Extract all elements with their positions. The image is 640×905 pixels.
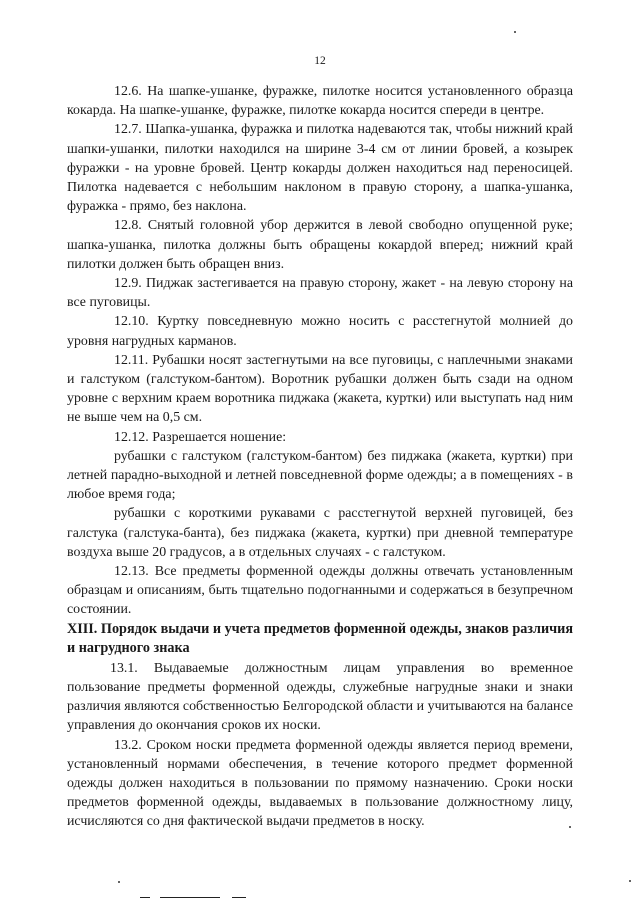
- paragraph-12-11: 12.11. Рубашки носят застегнутыми на все пуговицы, с наплечными знаками и галстуком (галстуком-бантом). Воротник рубашки должен быть сзади на одном уровне с верхним краем воротника пиджака (жакета, куртки) или выступать над ним не выше чем на 0,5 см.: [67, 352, 573, 426]
- paragraph-13-1: 13.1. Выдаваемые должностным лицам управления во временное пользование предметы форменной одежды, служебные нагрудные знаки и знаки различия являются собственностью Белгородской области и учитываются на балансе управления до окончания сроков их носки.: [67, 660, 573, 734]
- paragraph-12-12-item-1: рубашки с галстуком (галстуком-бантом) без пиджака (жакета, куртки) при летней парадно-выходной и летней повседневной форме одежды; а в помещениях - в любое время года;: [67, 448, 573, 503]
- paragraph-12-12-item-2: рубашки с короткими рукавами с расстегнутой верхней пуговицей, без галстука (галстука-банта), без пиджака (жакета, куртки) при дневной температуре воздуха выше 20 градусов, а в отдельных случаях - с галстуком.: [67, 506, 573, 560]
- scan-dot: [629, 880, 631, 882]
- scan-dot: [118, 881, 120, 883]
- paragraph-12-6: 12.6. На шапке-ушанке, фуражке, пилотке носится установленного образца кокарда. На шапке-ушанке, фуражке, пилотке кокарда носится спереди в центре.: [67, 84, 573, 119]
- paragraph-12-10: 12.10. Куртку повседневную можно носить с расстегнутой молнией до уровня нагрудных карманов.: [67, 314, 573, 349]
- paragraph-12-12: 12.12. Разрешается ношение:: [114, 429, 287, 445]
- scan-dot: [514, 31, 516, 33]
- paragraph-12-13: 12.13. Все предметы форменной одежды должны отвечать установленным образцам и описаниям, быть тщательно подогнанными и содержаться в безупречном состоянии.: [67, 564, 573, 618]
- paragraph-12-7: 12.7. Шапка-ушанка, фуражка и пилотка надеваются так, чтобы нижний край шапки-ушанки, пилотки находился на ширине 3-4 см от линии бровей, а козырек фуражки - на уровне бровей. Центр кокарды должен находиться над переносицей. Пилотка надевается с небольшим наклоном в правую сторону, а шапка-ушанка, фуражка - прямо, без наклона.: [67, 122, 573, 215]
- scan-mark: [140, 897, 150, 898]
- scan-mark: [232, 897, 246, 898]
- paragraph-12-9: 12.9. Пиджак застегивается на правую сторону, жакет - на левую сторону на все пуговицы.: [67, 276, 573, 311]
- page-number: 12: [314, 55, 326, 67]
- paragraph-13-2: 13.2. Сроком носки предмета форменной одежды является период времени, установленный нормами обеспечения, в течение которого предмет форменной одежды должен находиться в пользовании по прямому назначению. Сроки носки предметов форменной одежды, выдаваемых в пользование должностному лицу, исчисляются со дня фактической выдачи предметов в носку.: [67, 737, 573, 830]
- paragraph-12-8: 12.8. Снятый головной убор держится в левой свободно опущенной руке; шапка-ушанка, пилотка должны быть обращены кокардой вперед; нижний край пилотки должен быть обращен вниз.: [67, 218, 573, 272]
- scan-mark: [160, 897, 220, 898]
- scan-dot: [569, 826, 571, 828]
- section-heading: XIII. Порядок выдачи и учета предметов форменной одежды, знаков различия и нагрудного знака: [67, 620, 573, 657]
- document-body: [67, 82, 573, 832]
